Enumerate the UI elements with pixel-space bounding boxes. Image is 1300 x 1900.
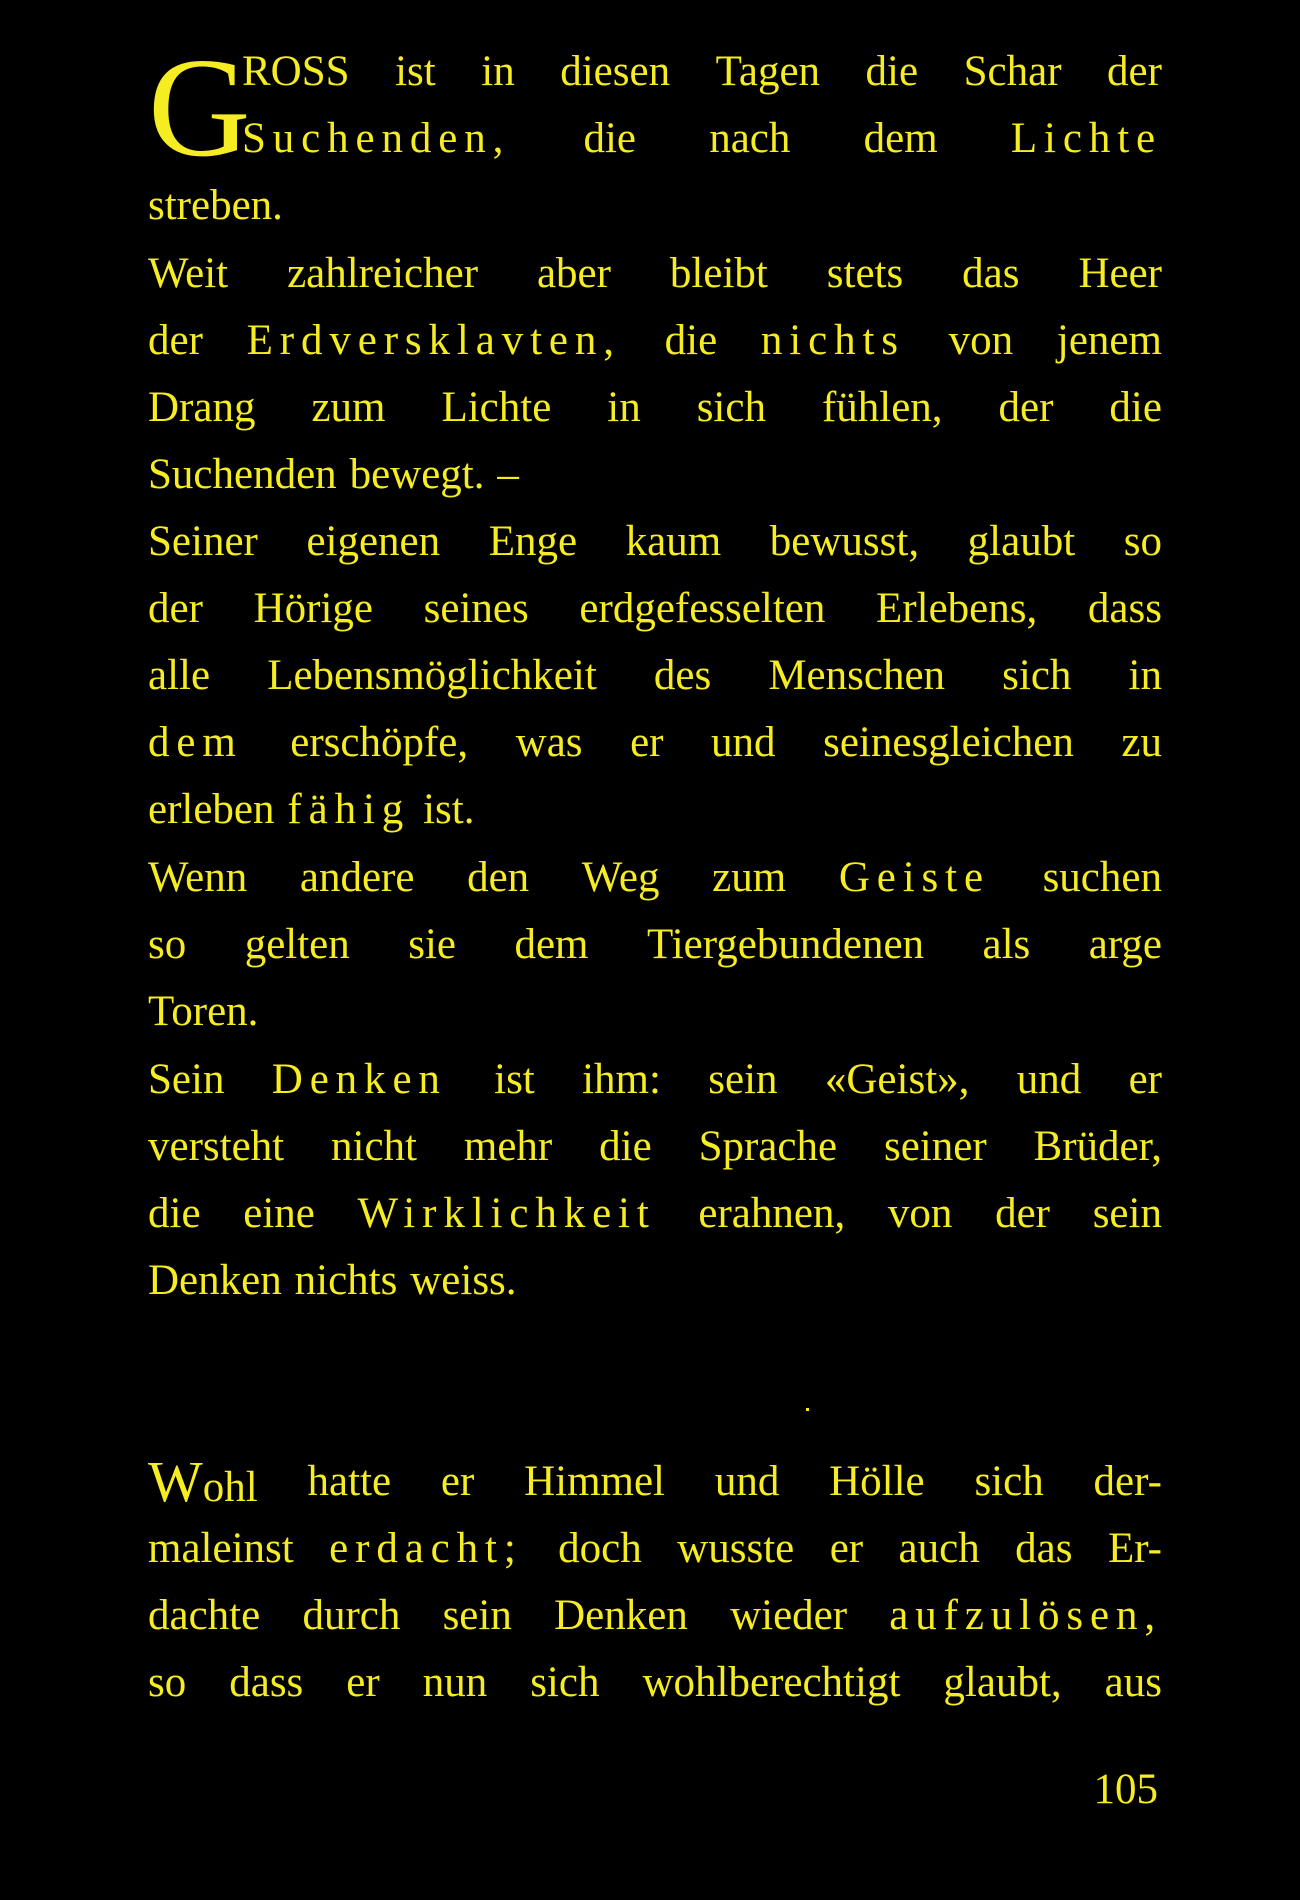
text-line: Drang zum Lichte in sich fühlen, der die xyxy=(148,384,1162,431)
text-line: so gelten sie dem Tiergebundenen als arge xyxy=(148,921,1162,968)
drop-cap-initial: G xyxy=(148,28,251,186)
paragraph-4 xyxy=(148,844,1162,1045)
text-line: alle Lebensmöglichkeit des Menschen sich in xyxy=(148,652,1162,699)
paragraph-6 xyxy=(148,1448,1162,1716)
text-line: Suchenden bewegt. – xyxy=(148,451,519,498)
text-line: Sein Denken ist ihm: sein «Geist», und er xyxy=(148,1056,1162,1103)
text-line: so dass er nun sich wohlberechtigt glaubt, aus xyxy=(148,1659,1162,1706)
paragraph-1-end xyxy=(148,172,1162,239)
text-line: dem erschöpfe, was er und seinesgleichen zu xyxy=(148,719,1162,766)
paragraph-5 xyxy=(148,1046,1162,1314)
text-line: Wohl hatte er Himmel und Hölle sich der- xyxy=(148,1449,1162,1514)
paragraph-initial: W xyxy=(148,1449,203,1514)
paragraph-2 xyxy=(148,240,1162,508)
text-line: streben. xyxy=(148,182,283,229)
text-line: dachte durch sein Denken wieder aufzulösen, xyxy=(148,1592,1162,1639)
section-divider-dot xyxy=(806,1408,809,1411)
text-line: der Hörige seines erdgefesselten Erlebens, dass xyxy=(148,585,1162,632)
text-line: Suchenden, die nach dem Lichte xyxy=(242,115,1162,162)
text-line: der Erdversklavten, die nichts von jenem xyxy=(148,317,1162,364)
text-line: Weit zahlreicher aber bleibt stets das Heer xyxy=(148,250,1162,297)
text-line: versteht nicht mehr die Sprache seiner Brüder, xyxy=(148,1123,1162,1170)
page-number: 105 xyxy=(1093,1766,1158,1813)
text-line: erleben fähig ist. xyxy=(148,786,475,833)
text-line: Seiner eigenen Enge kaum bewusst, glaubt so xyxy=(148,518,1162,565)
paragraph-3 xyxy=(148,508,1162,843)
paragraph-1-opening xyxy=(148,28,1162,186)
text-line: Wenn andere den Weg zum Geiste suchen xyxy=(148,854,1162,901)
text-line: Toren. xyxy=(148,988,259,1035)
text-line: maleinst erdacht; doch wusste er auch das Er- xyxy=(148,1525,1162,1572)
text-line: Denken nichts weiss. xyxy=(148,1257,517,1304)
text-line: ROSS ist in diesen Tagen die Schar der xyxy=(242,48,1162,95)
text-line: die eine Wirklichkeit erahnen, von der sein xyxy=(148,1190,1162,1237)
